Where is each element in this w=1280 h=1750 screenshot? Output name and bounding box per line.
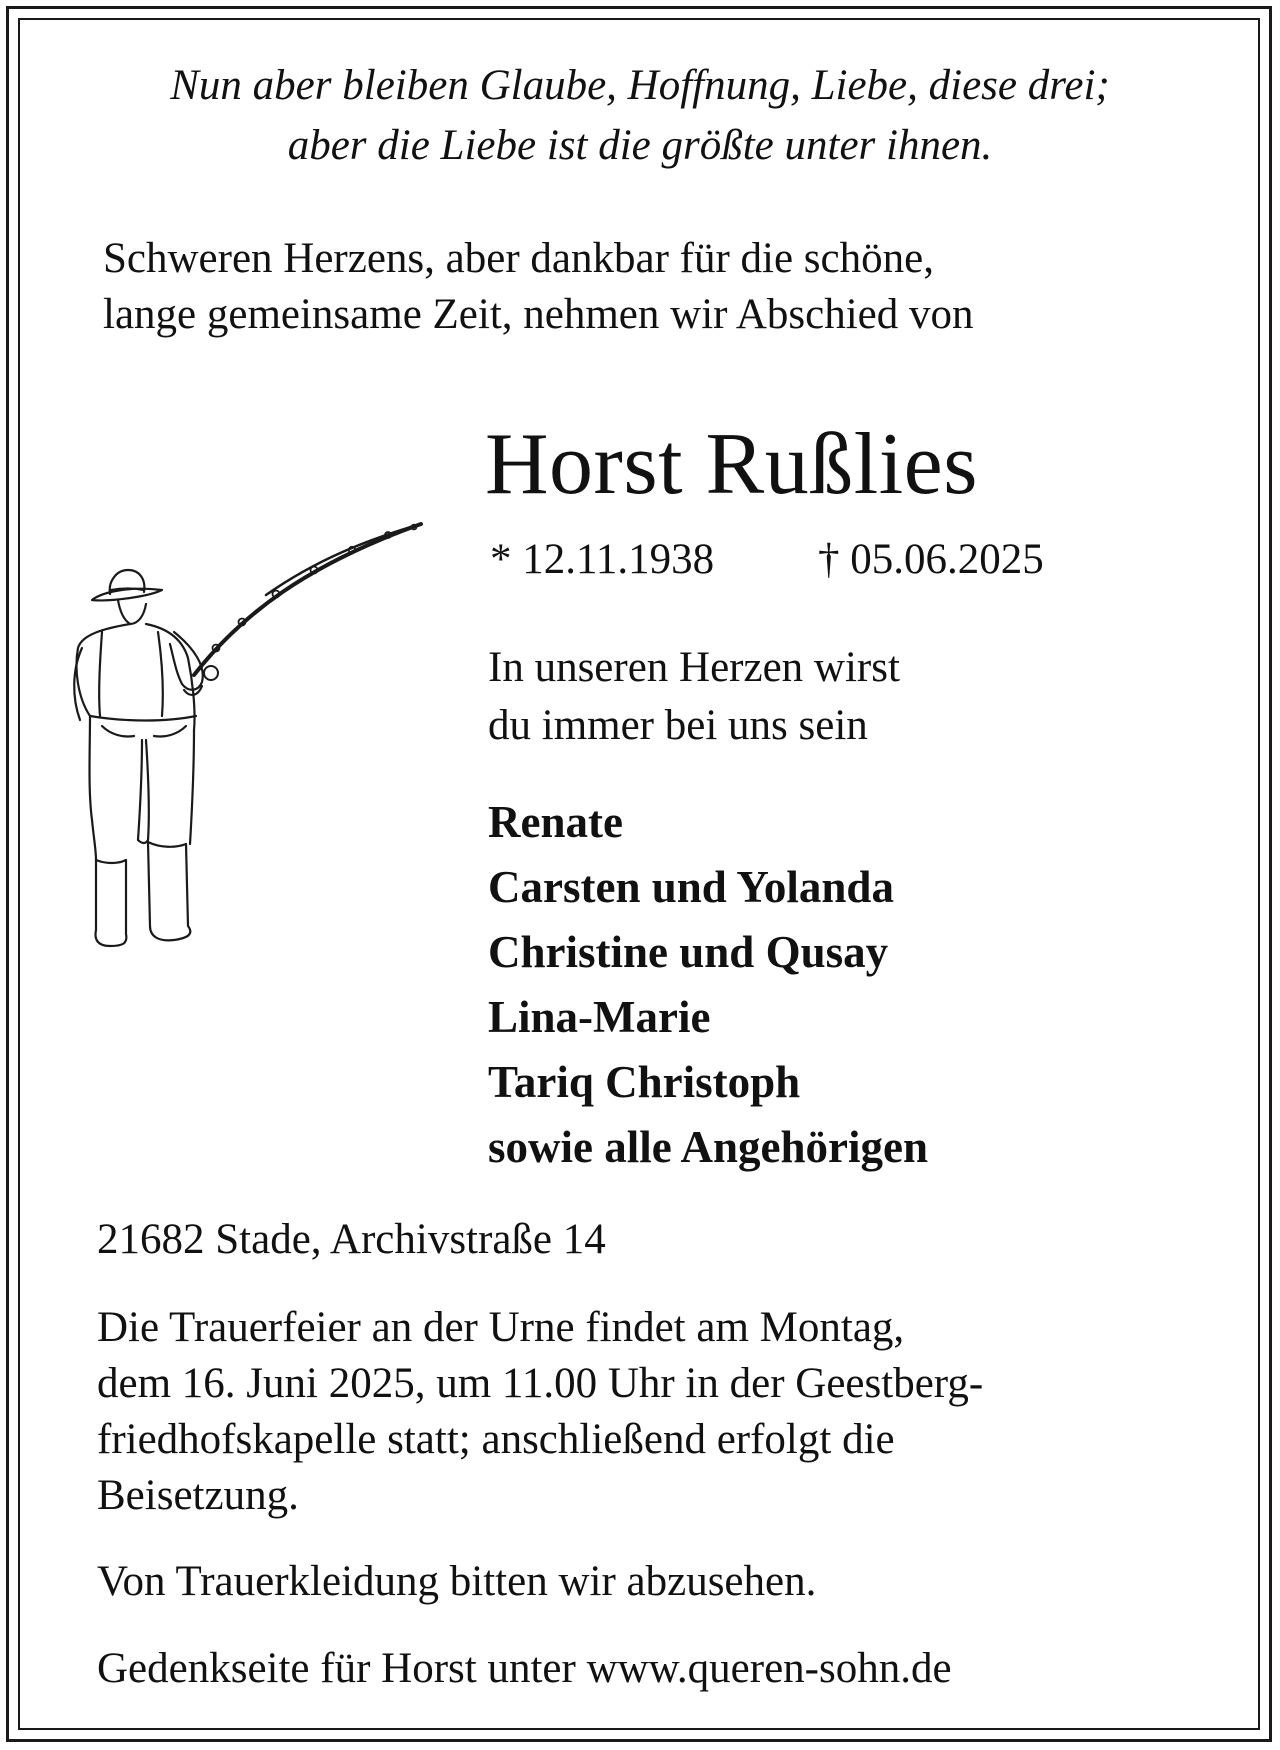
ceremony-line-4: Beisetzung.	[97, 1472, 299, 1519]
verse-line-2: aber die Liebe ist die größte unter ihnen.	[287, 122, 993, 169]
mourner-name: Carsten und Yolanda	[488, 862, 894, 912]
dress-note: Von Trauerkleidung bitten wir abzusehen.	[97, 1558, 817, 1605]
death-date: † 05.06.2025	[818, 536, 1044, 583]
mourner-name: Renate	[488, 797, 623, 847]
ceremony-line-2: dem 16. Juni 2025, um 11.00 Uhr in der Geestberg-	[97, 1360, 984, 1407]
verse-line-1: Nun aber bleiben Glaube, Hoffnung, Liebe, diese drei;	[170, 62, 1110, 109]
memorial-line-1: In unseren Herzen wirst	[488, 644, 900, 691]
mourner-name: sowie alle Angehörigen	[488, 1122, 928, 1172]
fisherman-illustration	[66, 520, 436, 970]
memorial-line-2: du immer bei uns sein	[488, 702, 868, 749]
mourner-name: Christine und Qusay	[488, 927, 889, 977]
mourner-name: Lina-Marie	[488, 992, 711, 1042]
intro-line-1: Schweren Herzens, aber dankbar für die schöne,	[103, 235, 934, 282]
deceased-name: Horst Rußlies	[485, 416, 978, 513]
address: 21682 Stade, Archivstraße 14	[97, 1216, 606, 1263]
mourner-name: Tariq Christoph	[488, 1057, 801, 1107]
memorial-page-note: Gedenkseite für Horst unter www.queren-sohn.de	[97, 1645, 952, 1692]
ceremony-line-1: Die Trauerfeier an der Urne findet am Montag,	[97, 1304, 905, 1351]
ceremony-line-3: friedhofskapelle statt; anschließend erfolgt die	[97, 1416, 895, 1463]
intro-line-2: lange gemeinsame Zeit, nehmen wir Abschied von	[103, 291, 974, 338]
birth-date: * 12.11.1938	[490, 536, 715, 583]
